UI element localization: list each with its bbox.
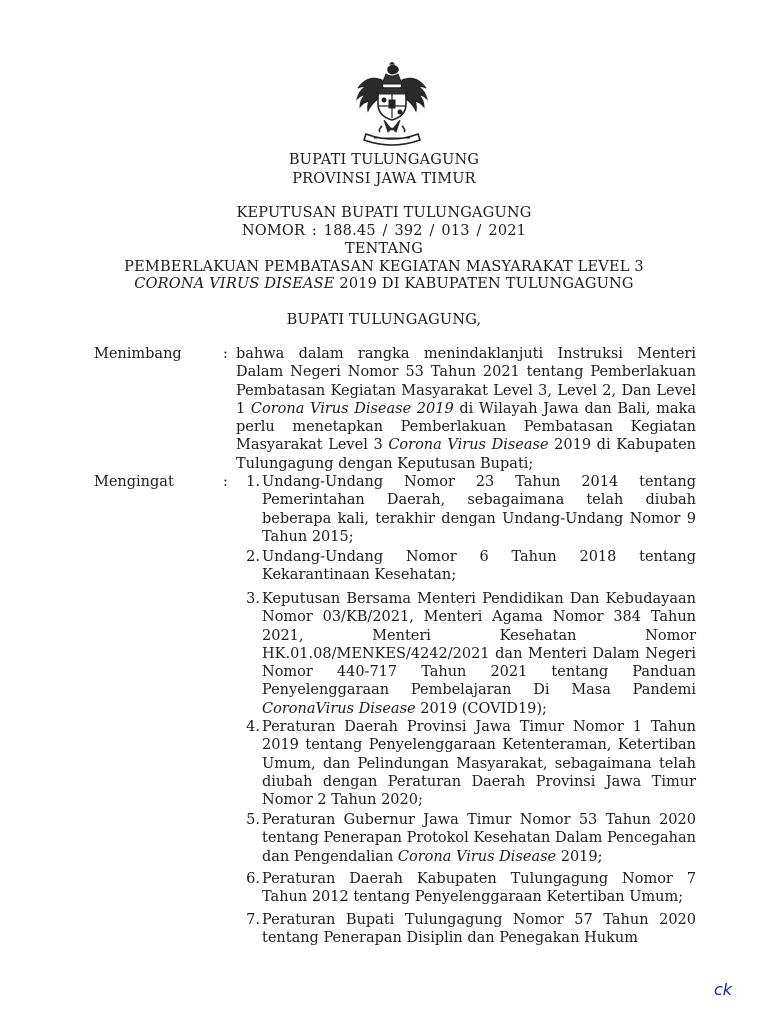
list-item-text: Undang-Undang Nomor 23 Tahun 2014 tentang Pemerintahan Daerah, sebagaimana telah diubah beberapa kali, terakhir dengan Undang-Undang Nomor 9 Tahun 2015; [262, 474, 696, 545]
list-item-text-b: 2019 (COVID19); [415, 700, 547, 717]
garuda-emblem-icon [352, 62, 432, 146]
subject-line-2 [0, 274, 768, 294]
menimbang-italic-2: Corona Virus Disease [388, 437, 549, 454]
menimbang-text-a: bahwa dalam rangka menindaklanjuti Instruksi Menteri Dalam Negeri Nomor 53 Tahun 2021 tentang Pemberlakuan Pembatasan Kegiatan Masyarakat Level 3, Level 2, Dan Level 1 [236, 346, 696, 417]
list-item-italic: CoronaVirus Disease [262, 700, 416, 717]
list-item-number: 2. [246, 549, 260, 565]
list-item-text: Peraturan Daerah Provinsi Jawa Timur Nomor 1 Tahun 2019 tentang Penyelenggaraan Ketenteraman, Ketertiban Umum, dan Pelindungan Masyarakat, sebagaimana telah diubah dengan Peraturan Daerah Provinsi Jawa Timur Nomor 2 Tahun 2020; [262, 719, 696, 809]
initial-mark: ck [714, 980, 733, 999]
list-item-text [262, 590, 696, 718]
menimbang-text [236, 345, 696, 473]
list-item-number: 4. [246, 719, 260, 735]
list-item-number: 1. [246, 474, 260, 490]
list-item-text [262, 811, 696, 866]
regent-heading: BUPATI TULUNGAGUNG [288, 152, 480, 168]
about-label: TENTANG [345, 241, 423, 257]
menimbang-colon: : [223, 346, 228, 362]
subject-italic: CORONA VIRUS DISEASE [134, 276, 335, 292]
menimbang-italic-1: Corona Virus Disease 2019 [250, 400, 454, 417]
subject-rest: 2019 DI KABUPATEN TULUNGAGUNG [334, 276, 634, 292]
menimbang-text-c: 2019 di Kabupaten Tulungagung dengan Keputusan Bupati; [236, 437, 696, 472]
list-item-text-a: Keputusan Bersama Menteri Pendidikan Dan Kebudayaan Nomor 03/KB/2021, Menteri Agama Nomor 384 Tahun 2021, Menteri Kesehatan Nomor HK.01.08/MENKES/4242/2021 dan Menteri Dalam Negeri Nomor 440-717 Tahun 2021 tentang Panduan Penyelenggaraan Pembelajaran Di Masa Pandemi [262, 591, 696, 699]
subject-line-1: PEMBERLAKUAN PEMBATASAN KEGIATAN MASYARAKAT LEVEL 3 [124, 259, 644, 275]
list-item-number: 6. [246, 871, 260, 887]
list-item-italic: Corona Virus Disease [397, 848, 557, 865]
mengingat-label: Mengingat [94, 474, 174, 490]
decision-number: NOMOR : 188.45 / 392 / 013 / 2021 [241, 223, 527, 239]
province-heading: PROVINSI JAWA TIMUR [292, 171, 476, 187]
list-item-text-a: Peraturan Gubernur Jawa Timur Nomor 53 Tahun 2020 tentang Penerapan Protokol Kesehatan Dalam Pencegahan dan Pengendalian [262, 812, 696, 865]
list-item-text: Undang-Undang Nomor 6 Tahun 2018 tentang Kekarantinaan Kesehatan; [262, 549, 696, 584]
decision-title: KEPUTUSAN BUPATI TULUNGAGUNG [236, 205, 532, 221]
list-item-text-b: 2019; [556, 848, 603, 865]
menimbang-label: Menimbang [94, 346, 182, 362]
menimbang-text-b: di Wilayah Jawa dan Bali, maka perlu menetapkan Pemberlakuan Pembatasan Kegiatan Masyarakat Level 3 [236, 400, 697, 454]
list-item-text: Peraturan Daerah Kabupaten Tulungagung Nomor 7 Tahun 2012 tentang Penyelenggaraan Ketertiban Umum; [262, 871, 696, 906]
list-item-text: Peraturan Bupati Tulungagung Nomor 57 Tahun 2020 tentang Penerapan Disiplin dan Penegakan Hukum [262, 912, 696, 947]
mengingat-colon: : [223, 474, 228, 490]
list-item-number: 7. [246, 912, 260, 928]
official-heading: BUPATI TULUNGAGUNG, [286, 312, 482, 328]
list-item-number: 3. [246, 591, 260, 607]
list-item-number: 5. [246, 812, 260, 828]
